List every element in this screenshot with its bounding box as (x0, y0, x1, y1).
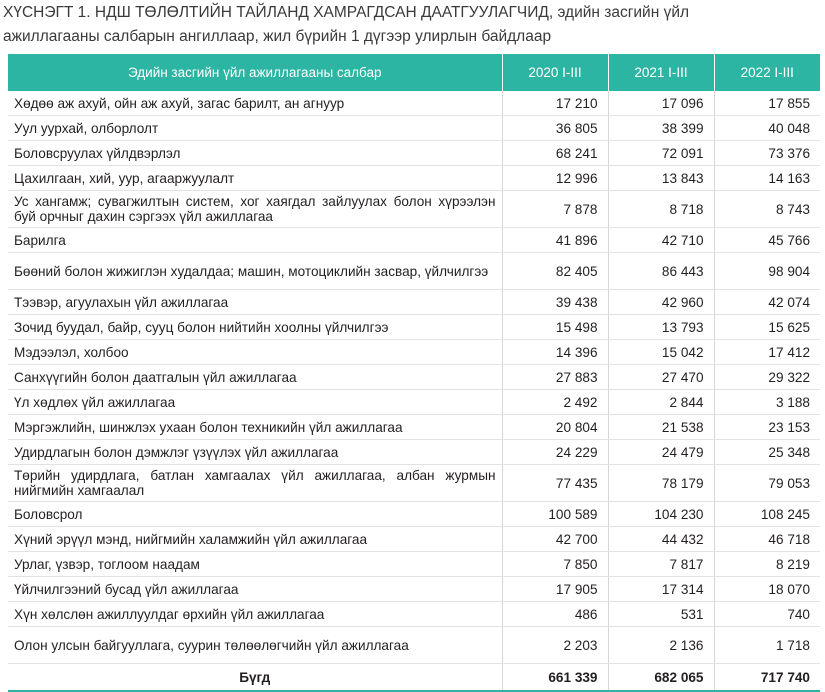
row-value-2022: 3 188 (714, 390, 820, 415)
row-value-2020: 27 883 (502, 365, 608, 390)
row-sector-name: Хүний эрүүл мэнд, нийгмийн халамжийн үйл ажиллагаа (8, 527, 502, 552)
row-value-2020: 77 435 (502, 465, 608, 502)
row-value-2020: 7 850 (502, 552, 608, 577)
row-value-2022: 14 163 (714, 166, 820, 191)
row-value-2020: 7 878 (502, 191, 608, 228)
row-value-2020: 20 804 (502, 415, 608, 440)
row-value-2021: 17 096 (608, 91, 714, 116)
row-value-2020: 100 589 (502, 502, 608, 527)
table-row (8, 91, 820, 116)
row-value-2020: 39 438 (502, 290, 608, 315)
row-sector-name: Удирдлагын болон дэмжлэг үзүүлэх үйл ажиллагаа (8, 440, 502, 465)
table-row (8, 141, 820, 166)
row-value-2021: 2 844 (608, 390, 714, 415)
row-sector-name: Төрийн удирдлага, батлан хамгаалах үйл ажиллагаа, албан журмын нийгмийн хамгаалал (8, 465, 502, 502)
row-value-2020: 42 700 (502, 527, 608, 552)
row-value-2022: 8 743 (714, 191, 820, 228)
row-value-2022: 17 412 (714, 340, 820, 365)
row-value-2022: 46 718 (714, 527, 820, 552)
row-value-2022: 18 070 (714, 577, 820, 602)
table-row (8, 365, 820, 390)
row-value-2021: 24 479 (608, 440, 714, 465)
row-sector-name: Үйлчилгээний бусад үйл ажиллагаа (8, 577, 502, 602)
total-value-2021: 682 065 (608, 664, 714, 692)
table-row (8, 116, 820, 141)
row-value-2020: 82 405 (502, 253, 608, 290)
row-sector-name: Тээвэр, агуулахын үйл ажиллагаа (8, 290, 502, 315)
row-value-2020: 486 (502, 602, 608, 627)
table-row (8, 290, 820, 315)
row-value-2020: 41 896 (502, 228, 608, 253)
row-value-2022: 45 766 (714, 228, 820, 253)
row-value-2022: 8 219 (714, 552, 820, 577)
row-sector-name: Уул уурхай, олборлолт (8, 116, 502, 141)
row-sector-name: Мэдээлэл, холбоо (8, 340, 502, 365)
row-value-2022: 25 348 (714, 440, 820, 465)
header-sector: Эдийн засгийн үйл ажиллагааны салбар (8, 54, 502, 91)
row-value-2022: 17 855 (714, 91, 820, 116)
row-value-2021: 78 179 (608, 465, 714, 502)
row-sector-name: Үл хөдлөх үйл ажиллагаа (8, 390, 502, 415)
row-value-2020: 68 241 (502, 141, 608, 166)
row-value-2022: 23 153 (714, 415, 820, 440)
table-row (8, 440, 820, 465)
row-value-2020: 15 498 (502, 315, 608, 340)
row-value-2021: 42 710 (608, 228, 714, 253)
row-value-2021: 38 399 (608, 116, 714, 141)
table-row (8, 552, 820, 577)
table-row (8, 228, 820, 253)
table-row (8, 627, 820, 664)
row-value-2021: 531 (608, 602, 714, 627)
row-sector-name: Боловсрол (8, 502, 502, 527)
row-value-2020: 14 396 (502, 340, 608, 365)
row-sector-name: Урлаг, үзвэр, тоглоом наадам (8, 552, 502, 577)
table-row (8, 166, 820, 191)
table-row (8, 340, 820, 365)
row-sector-name: Олон улсын байгууллага, суурин төлөөлөгчийн үйл ажиллагаа (8, 627, 502, 664)
total-value-2022: 717 740 (714, 664, 820, 692)
row-value-2020: 24 229 (502, 440, 608, 465)
row-value-2020: 2 492 (502, 390, 608, 415)
row-value-2021: 42 960 (608, 290, 714, 315)
header-2021: 2021 I-III (608, 54, 714, 91)
row-sector-name: Санхүүгийн болон даатгалын үйл ажиллагаа (8, 365, 502, 390)
row-sector-name: Мэргэжлийн, шинжлэх ухаан болон техникийн үйл ажиллагаа (8, 415, 502, 440)
row-value-2022: 79 053 (714, 465, 820, 502)
table-header-row (8, 54, 820, 91)
row-sector-name: Ус хангамж; сувагжилтын систем, хог хаягдал зайлуулах болон хүрээлэн буй орчныг дахин сэргээх үйл ажиллагаа (8, 191, 502, 228)
total-value-2020: 661 339 (502, 664, 608, 692)
header-2020: 2020 I-III (502, 54, 608, 91)
row-sector-name: Зочид буудал, байр, сууц болон нийтийн хоолны үйлчилгээ (8, 315, 502, 340)
row-value-2021: 27 470 (608, 365, 714, 390)
caption-line-1: ХҮСНЭГТ 1. НДШ ТӨЛӨЛТИЙН ТАЙЛАНД ХАМРАГДСАН ДААТГУУЛАГЧИД, эдийн засгийн үйл (3, 4, 690, 21)
row-value-2022: 98 904 (714, 253, 820, 290)
row-value-2021: 17 314 (608, 577, 714, 602)
row-value-2021: 21 538 (608, 415, 714, 440)
row-value-2022: 740 (714, 602, 820, 627)
row-value-2022: 73 376 (714, 141, 820, 166)
row-sector-name: Хөдөө аж ахуй, ойн аж ахуй, загас барилт, ан агнуур (8, 91, 502, 116)
table-row (8, 253, 820, 290)
row-value-2021: 13 843 (608, 166, 714, 191)
data-table (8, 54, 820, 692)
row-value-2022: 40 048 (714, 116, 820, 141)
row-value-2021: 86 443 (608, 253, 714, 290)
row-value-2020: 17 210 (502, 91, 608, 116)
row-value-2021: 13 793 (608, 315, 714, 340)
row-sector-name: Цахилгаан, хий, уур, агааржуулалт (8, 166, 502, 191)
row-value-2021: 2 136 (608, 627, 714, 664)
table-caption (3, 1, 825, 49)
row-sector-name: Барилга (8, 228, 502, 253)
header-2022: 2022 I-III (714, 54, 820, 91)
row-value-2020: 12 996 (502, 166, 608, 191)
row-value-2020: 36 805 (502, 116, 608, 141)
table-row (8, 577, 820, 602)
row-value-2022: 1 718 (714, 627, 820, 664)
row-value-2020: 2 203 (502, 627, 608, 664)
caption-line-2: ажиллагааны салбарын ангиллаар, жил бүрийн 1 дүгээр улирлын байдлаар (3, 28, 552, 45)
table-row (8, 315, 820, 340)
data-table-container (8, 54, 820, 692)
table-row (8, 191, 820, 228)
row-value-2022: 15 625 (714, 315, 820, 340)
row-value-2021: 72 091 (608, 141, 714, 166)
row-value-2022: 108 245 (714, 502, 820, 527)
total-label: Бүгд (8, 664, 502, 692)
table-row (8, 602, 820, 627)
row-sector-name: Бөөний болон жижиглэн худалдаа; машин, мотоциклийн засвар, үйлчилгээ (8, 253, 502, 290)
row-value-2021: 7 817 (608, 552, 714, 577)
table-row (8, 527, 820, 552)
table-row (8, 415, 820, 440)
row-value-2022: 42 074 (714, 290, 820, 315)
table-row (8, 465, 820, 502)
row-value-2021: 8 718 (608, 191, 714, 228)
row-value-2021: 104 230 (608, 502, 714, 527)
table-row (8, 502, 820, 527)
row-value-2020: 17 905 (502, 577, 608, 602)
row-value-2021: 15 042 (608, 340, 714, 365)
row-value-2021: 44 432 (608, 527, 714, 552)
row-sector-name: Боловсруулах үйлдвэрлэл (8, 141, 502, 166)
row-value-2022: 29 322 (714, 365, 820, 390)
row-sector-name: Хүн хөлслөн ажиллуулдаг өрхийн үйл ажиллагаа (8, 602, 502, 627)
table-row (8, 390, 820, 415)
